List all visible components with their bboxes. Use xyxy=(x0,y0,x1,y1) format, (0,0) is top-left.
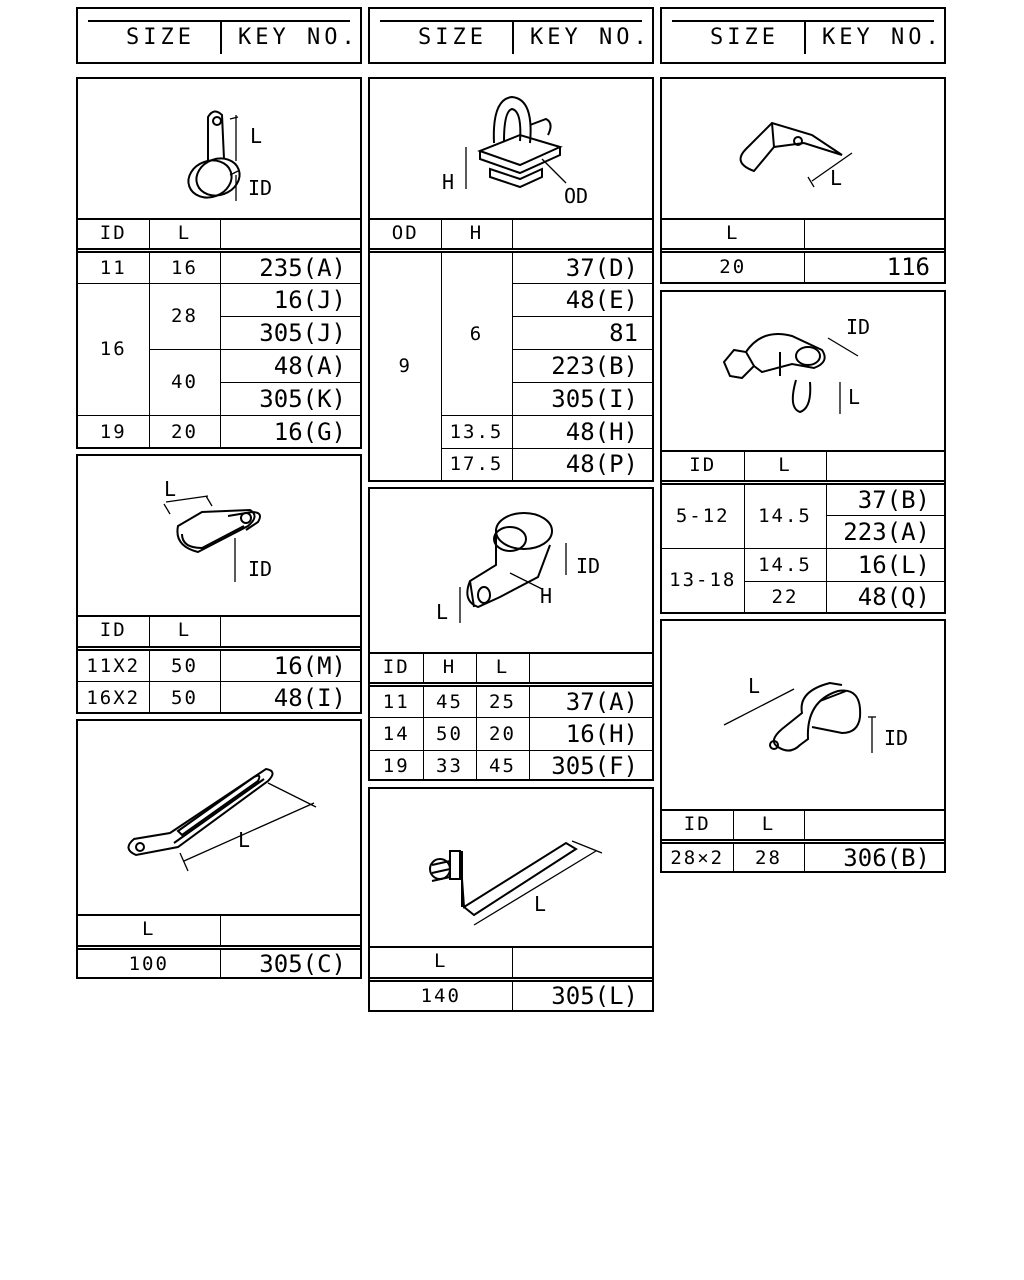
cell-l: 40 xyxy=(149,349,220,415)
l-dim-label: L xyxy=(238,828,251,852)
cell-h: 17.5 xyxy=(441,448,512,480)
cell-key-no: 305(C) xyxy=(220,947,360,978)
header-separator xyxy=(220,20,222,54)
cell-l: 28 xyxy=(149,283,220,349)
l-dim-label: L xyxy=(534,892,547,916)
cell-key-no: 305(K) xyxy=(220,382,360,415)
l-dim-label: L xyxy=(164,477,177,501)
cell-h: 6 xyxy=(441,250,512,415)
col-header-key xyxy=(512,218,652,250)
cell-id: 14 xyxy=(370,717,423,750)
l-dim-label: L xyxy=(830,166,843,190)
clip-table xyxy=(370,218,652,481)
cell-h: 50 xyxy=(423,717,476,750)
clip-card-stud-strap xyxy=(368,787,654,1012)
cell-key-no: 37(D) xyxy=(512,250,652,283)
header-col-1 xyxy=(76,7,362,64)
clip-illustration xyxy=(78,721,360,916)
cell-key-no: 305(F) xyxy=(529,750,652,781)
cell-l: 28 xyxy=(733,841,804,872)
cell-od: 9 xyxy=(370,250,441,480)
cell-id: 11 xyxy=(370,684,423,717)
cell-l: 140 xyxy=(370,979,512,1010)
col-header-id: ID xyxy=(662,809,733,841)
cell-key-no: 16(H) xyxy=(529,717,652,750)
col-header-l: L xyxy=(733,809,804,841)
l-dim-label: L xyxy=(848,385,861,409)
col-header-id: ID xyxy=(662,450,744,482)
clip-card-saddle xyxy=(660,619,946,873)
key-no-label: KEY NO. xyxy=(530,25,651,50)
cell-id: 13-18 xyxy=(662,548,744,612)
col-header-key xyxy=(220,914,360,947)
col-header-h: H xyxy=(441,218,512,250)
od-dim-label: OD xyxy=(564,184,589,208)
cell-id: 28×2 xyxy=(662,841,733,872)
cell-key-no: 223(B) xyxy=(512,349,652,382)
header-separator xyxy=(512,20,514,54)
col-header-l: L xyxy=(78,914,220,947)
cell-key-no: 223(A) xyxy=(826,515,944,548)
clip-card-push-in xyxy=(368,77,654,482)
cell-l: 20 xyxy=(149,415,220,448)
cell-h: 33 xyxy=(423,750,476,781)
cell-id: 11 xyxy=(78,250,149,283)
cell-l: 50 xyxy=(149,681,220,714)
size-label: SIZE xyxy=(710,25,779,50)
col-header-od: OD xyxy=(370,218,441,250)
clip-illustration xyxy=(78,79,360,220)
col-header-l: L xyxy=(149,615,220,648)
clip-table xyxy=(662,450,944,613)
col-header-key xyxy=(804,218,944,250)
cell-l: 16 xyxy=(149,250,220,283)
clip-card-flat-strap xyxy=(76,719,362,979)
col-header-id: ID xyxy=(78,218,149,250)
cell-key-no: 16(L) xyxy=(826,548,944,581)
header-rule xyxy=(672,20,934,22)
cell-key-no: 48(H) xyxy=(512,415,652,448)
header-col-2 xyxy=(368,7,654,64)
cell-l: 20 xyxy=(476,717,529,750)
clip-card-p-clamp xyxy=(368,487,654,781)
cell-l: 14.5 xyxy=(744,482,826,548)
cell-key-no: 81 xyxy=(512,316,652,349)
key-no-label: KEY NO. xyxy=(822,25,943,50)
col-header-l: L xyxy=(476,652,529,684)
l-dim-label: L xyxy=(748,674,761,698)
header-rule xyxy=(88,20,350,22)
header-col-3 xyxy=(660,7,946,64)
cell-key-no: 48(Q) xyxy=(826,581,944,612)
clip-illustration xyxy=(662,79,944,220)
clip-table xyxy=(662,809,944,872)
clip-table xyxy=(662,218,944,282)
cell-key-no: 305(J) xyxy=(220,316,360,349)
cell-key-no: 16(J) xyxy=(220,283,360,316)
clip-card-twin xyxy=(660,290,946,614)
col-header-l: L xyxy=(149,218,220,250)
h-dim-label: H xyxy=(442,170,455,194)
header-separator xyxy=(804,20,806,54)
cell-key-no: 116 xyxy=(804,250,944,282)
id-dim-label: ID xyxy=(248,176,273,200)
id-dim-label: ID xyxy=(884,726,909,750)
clip-table xyxy=(370,946,652,1010)
clip-table xyxy=(78,914,360,978)
cell-l: 50 xyxy=(149,648,220,681)
cell-h: 13.5 xyxy=(441,415,512,448)
cell-key-no: 16(G) xyxy=(220,415,360,448)
clip-card-double-band xyxy=(76,454,362,714)
size-label: SIZE xyxy=(418,25,487,50)
cell-id: 11X2 xyxy=(78,648,149,681)
cell-key-no: 37(A) xyxy=(529,684,652,717)
clip-illustration xyxy=(370,789,652,948)
cell-id: 19 xyxy=(78,415,149,448)
cell-key-no: 16(M) xyxy=(220,648,360,681)
cell-l: 14.5 xyxy=(744,548,826,581)
clip-illustration xyxy=(662,292,944,452)
col-header-key xyxy=(826,450,944,482)
id-dim-label: ID xyxy=(576,554,601,578)
cell-key-no: 48(P) xyxy=(512,448,652,480)
clip-illustration xyxy=(78,456,360,617)
clip-table xyxy=(78,615,360,714)
cell-key-no: 37(B) xyxy=(826,482,944,515)
clip-illustration xyxy=(370,489,652,654)
col-header-id: ID xyxy=(370,652,423,684)
cell-key-no: 305(L) xyxy=(512,979,652,1010)
id-dim-label: ID xyxy=(248,557,273,581)
clip-card-hook xyxy=(660,77,946,284)
key-no-label: KEY NO. xyxy=(238,25,359,50)
col-header-l: L xyxy=(744,450,826,482)
col-header-key xyxy=(220,615,360,648)
clip-table xyxy=(78,218,360,448)
cell-id: 16 xyxy=(78,283,149,415)
cell-l: 25 xyxy=(476,684,529,717)
clip-table xyxy=(370,652,652,781)
l-dim-label: L xyxy=(250,124,263,148)
h-dim-label: H xyxy=(540,584,553,608)
cell-l: 45 xyxy=(476,750,529,781)
cell-id: 5-12 xyxy=(662,482,744,548)
col-header-id: ID xyxy=(78,615,149,648)
col-header-l: L xyxy=(370,946,512,979)
size-label: SIZE xyxy=(126,25,195,50)
cell-key-no: 48(A) xyxy=(220,349,360,382)
cell-l: 100 xyxy=(78,947,220,978)
clip-illustration xyxy=(370,79,652,220)
cell-l: 22 xyxy=(744,581,826,612)
cell-l: 20 xyxy=(662,250,804,282)
cell-id: 19 xyxy=(370,750,423,781)
header-rule xyxy=(380,20,642,22)
cell-key-no: 48(E) xyxy=(512,283,652,316)
cell-key-no: 305(I) xyxy=(512,382,652,415)
clip-illustration xyxy=(662,621,944,811)
l-dim-label: L xyxy=(436,600,449,624)
cell-key-no: 235(A) xyxy=(220,250,360,283)
cell-h: 45 xyxy=(423,684,476,717)
clip-card-band-clip xyxy=(76,77,362,449)
col-header-l: L xyxy=(662,218,804,250)
col-header-key xyxy=(804,809,944,841)
col-header-key xyxy=(220,218,360,250)
cell-key-no: 48(I) xyxy=(220,681,360,714)
col-header-key xyxy=(512,946,652,979)
col-header-key xyxy=(529,652,652,684)
cell-id: 16X2 xyxy=(78,681,149,714)
cell-key-no: 306(B) xyxy=(804,841,944,872)
col-header-h: H xyxy=(423,652,476,684)
id-dim-label: ID xyxy=(846,315,871,339)
